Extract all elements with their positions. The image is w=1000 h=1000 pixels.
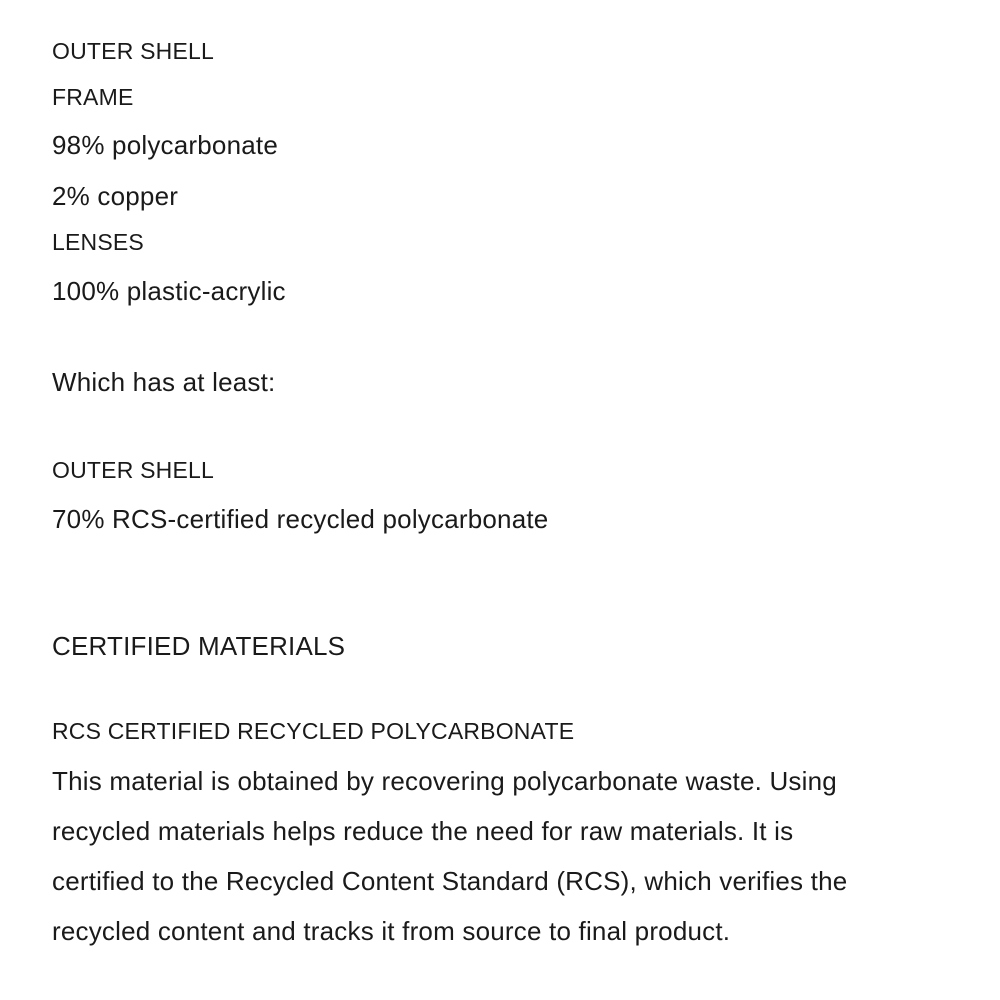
certified-materials-heading: CERTIFIED MATERIALS (52, 631, 346, 661)
frame-heading: FRAME (52, 84, 134, 110)
minimum-content-intro: Which has at least: (52, 367, 276, 397)
certified-material-description-line-2: recycled materials helps reduce the need for raw materials. It is (52, 816, 794, 846)
certified-material-description-line-1: This material is obtained by recovering polycarbonate waste. Using (52, 766, 837, 796)
certified-material-description-line-4: recycled content and tracks it from source to final product. (52, 916, 731, 946)
certified-material-title: RCS CERTIFIED RECYCLED POLYCARBONATE (52, 718, 575, 744)
minimum-outer-shell-heading: OUTER SHELL (52, 457, 214, 483)
outer-shell-heading: OUTER SHELL (52, 38, 214, 64)
certified-material-description-line-3: certified to the Recycled Content Standard (RCS), which verifies the (52, 866, 848, 896)
minimum-outer-shell-material: 70% RCS-certified recycled polycarbonate (52, 504, 549, 534)
lenses-material: 100% plastic-acrylic (52, 276, 286, 306)
frame-material-copper: 2% copper (52, 181, 179, 211)
frame-material-polycarbonate: 98% polycarbonate (52, 130, 278, 160)
lenses-heading: LENSES (52, 229, 144, 255)
